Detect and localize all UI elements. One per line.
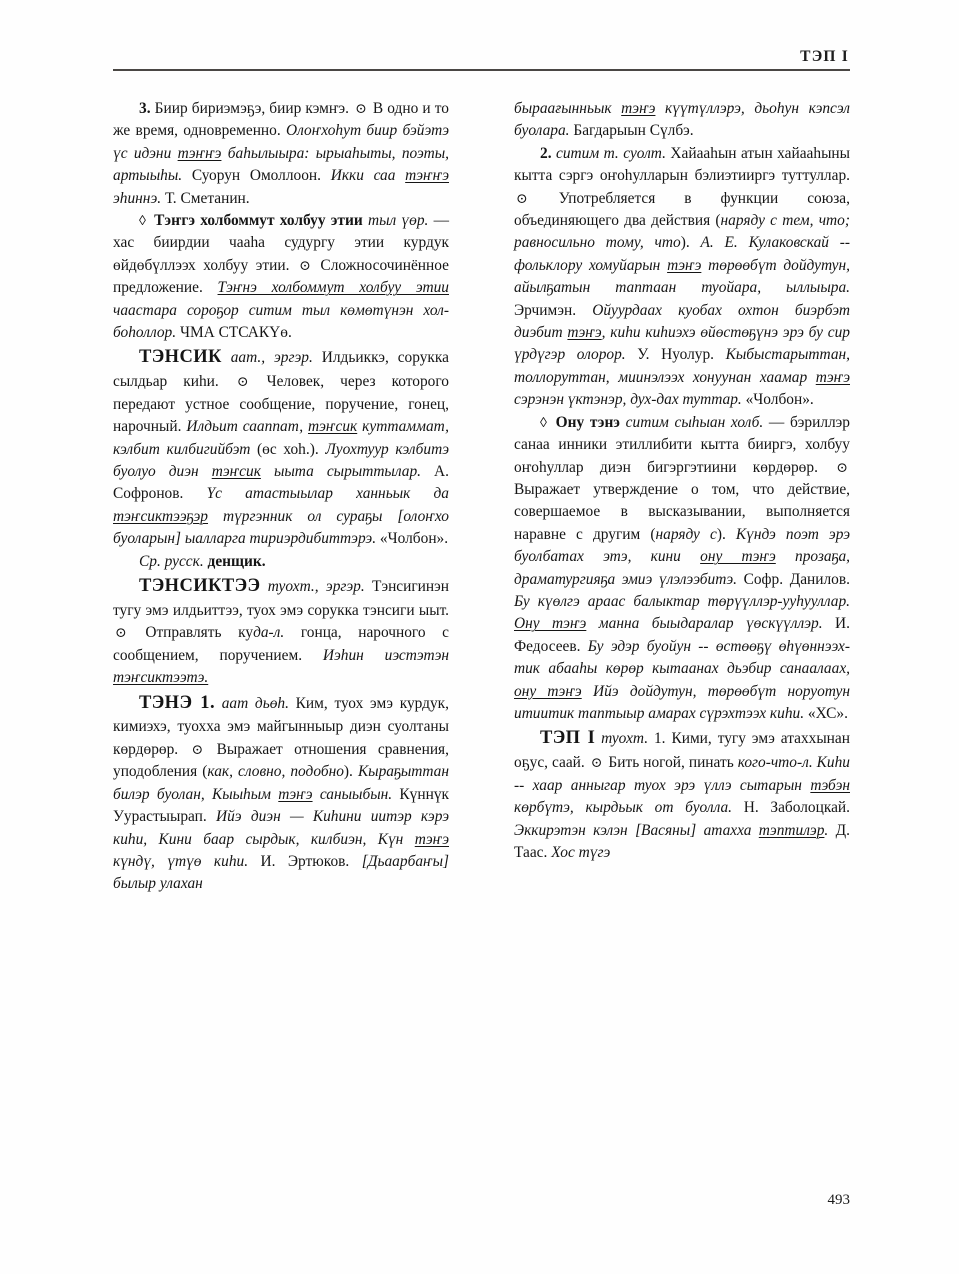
example-text: . <box>824 821 829 839</box>
example-text: Ийэ дойдутун, төрөөбүт норуотун итиитик таптыыр амарах сүрэхтээх киһи. <box>514 682 850 722</box>
example-text: Кыбыстарыттан, толлоруттан, миинэлээх хонуунан хаамар <box>514 346 850 386</box>
example-text: Хос түгэ <box>551 843 611 861</box>
headword: ТЭНСИК <box>139 347 222 368</box>
example-text: куттаммат, кэлбит килбигийбэт <box>113 418 449 458</box>
example-text: Бу эдэр буойун -- өстөөҕү өһүөннээхтик абааһы көрөр кытаанах дьэбир санаалаах, <box>514 637 850 678</box>
text-run: «Чолбон». <box>376 530 449 548</box>
text-run: Т. Сметанин. <box>161 189 250 207</box>
text-run: «ХС». <box>804 704 848 722</box>
text-run: 1. Кими, тугу эмэ атаххынан оҕус, саай. <box>514 730 850 772</box>
cited-form: Ону тэҥэ <box>514 615 587 633</box>
cited-form: тэҥсиктээҕэр <box>113 507 209 525</box>
sense-marker-icon: ⊙ <box>836 460 848 476</box>
emphasis-text: Ону тэнэ <box>549 413 626 431</box>
example-text: Киһи -- хаар анныгар туох эрэ үллэ сытарын <box>514 754 850 794</box>
text-run: (өс хоһ.). <box>250 440 326 458</box>
example-text: А. Е. Кулаковскай -- фольклору хомуйарын <box>514 234 851 274</box>
example-text: Икки саа <box>330 167 406 185</box>
cited-form: тэбэн <box>810 776 850 794</box>
text-run: ЧМА СТСАКҮө. <box>176 324 292 342</box>
example-text: туохт., эргэр. <box>260 578 365 596</box>
headword: ТЭНСИКТЭЭ <box>139 576 261 597</box>
example-text: Бу күөлгэ араас балыктар төрүүллэр-ууһууллар. <box>514 592 850 610</box>
example-text: аат дьөһ. <box>214 694 289 712</box>
example-text: Иэһин иэстэтэн <box>322 646 449 664</box>
example-text: тыл үөр. <box>367 212 429 230</box>
example-text: быраағынньык <box>514 100 622 117</box>
example-text: ситим т. суолт. <box>556 144 666 162</box>
dictionary-entry <box>113 573 449 690</box>
dictionary-continuation <box>514 98 850 143</box>
text-run: Человек, через которого передают устное сообщение, поручение, гонец, нарочный. <box>113 373 449 436</box>
cited-form: тэҥэ <box>278 785 313 803</box>
text-run: ). <box>343 763 358 781</box>
example-text: [Дьаарбаҥы] <box>361 852 449 870</box>
dictionary-entry <box>514 725 850 864</box>
dictionary-phrase <box>514 412 850 726</box>
cited-form: тэҥэ <box>815 368 850 386</box>
dictionary-compare <box>113 551 449 573</box>
example-text: ситим сыһыан холб. <box>625 413 764 431</box>
sense-marker-icon: ⊙ <box>299 258 311 274</box>
dictionary-phrase <box>113 210 449 344</box>
example-text: манна быыдаралар үөскүүллэр. <box>586 615 823 633</box>
example-text: ыыта сырыттылар. <box>260 463 421 480</box>
text-run: Употребляется в функции союза, объединяющего два действия ( <box>514 189 850 230</box>
text-run: «Чолбон». <box>741 391 814 409</box>
cited-form: тэҥҥэ <box>177 144 222 162</box>
emphasis-text: Тэҥгэ холбоммут холбуу этии <box>148 212 368 230</box>
dictionary-entry <box>113 690 449 896</box>
example-text: саныыбын. <box>312 785 393 803</box>
text-run: Тэнсигинэн тугу эмэ илдьиттээ, туох эмэ сорукка тэнсиги ыыт. <box>113 578 449 619</box>
example-text: сэрэнэн үктэнэр, дух-дах туттар. <box>514 391 742 409</box>
text-run: ). <box>716 525 736 543</box>
example-text: туохт. <box>595 730 649 748</box>
example-text: көрбүтэ, кырдьык от буолла. <box>514 799 733 817</box>
headword: ТЭП I <box>540 728 596 749</box>
text-run: Күннүк Уурастыырап. <box>113 785 450 826</box>
text-run: В одно и то же время, одновременно. <box>113 100 450 140</box>
text-run: Выражает утверждение о том, что действие, совершаемое в высказывании, выполняется наравне с другим ( <box>514 480 850 543</box>
example-text: Ср. русск. <box>139 552 208 570</box>
text-run: Илдьиккэ, сорукка сылдьар киһи. <box>113 349 449 391</box>
example-text: кого-что-л. <box>737 754 813 772</box>
text-run: — бэриллэр санаа инники этиллибити кытта бииргэ, холбуу оҥоһуллар диэн бигэргэтиини көрдөрөр. <box>514 413 850 476</box>
phrase-marker-icon: ◊ <box>540 415 547 431</box>
text-run: Биир бириэмэҕэ, биир кэмҥэ. <box>154 100 354 117</box>
text-run: Софр. Данилов. <box>736 570 850 588</box>
dictionary-sense <box>514 143 850 412</box>
sense-marker-icon: ⊙ <box>355 102 367 117</box>
cited-form: тэҥсик <box>211 463 261 480</box>
example-text: чаастара сороҕор ситим тыл көмөтүнэн холбоһоллор. <box>113 301 449 342</box>
dictionary-sense <box>113 98 449 210</box>
example-text: төрөөбүт дойдутун, айылҕатын таптаан туойара, ыллыыра. <box>514 256 850 297</box>
example-text: Олоҥхоһут биир бэйэтэ үс идэни <box>113 122 449 162</box>
cited-form: ону тэҥэ <box>700 548 776 566</box>
sense-marker-icon: ⊙ <box>590 756 603 772</box>
example-text: как, словно, подобно <box>207 763 344 781</box>
emphasis-text: денщик. <box>207 552 266 570</box>
text-run: Бить ногой, пинать <box>604 754 738 772</box>
example-text: наряду с <box>655 525 717 543</box>
example-text: түргэнник ол сураҕы [олоҥхо буоларын] ыалларга тириэрдибиттэрэ. <box>113 507 449 548</box>
example-text: күүтүллэрэ, дьоһун кэпсэл буолара. <box>514 100 850 140</box>
example-text: Ойуурдаах куобах охтон биэрбэт диэбит <box>514 301 850 342</box>
text-run: — хас биирдии чааһа судургу этии курдук өйдөбүллээх холбуу этии. <box>113 212 449 274</box>
cited-form: тэҥсик <box>308 418 358 436</box>
text-run: Суорун Омоллоон. <box>182 167 331 185</box>
text-run: гонца, нарочного с сообщением, поручением. <box>113 624 449 664</box>
headword: ТЭНЭ 1. <box>139 692 215 713</box>
page-header <box>113 48 850 71</box>
text-columns <box>113 98 850 1168</box>
emphasis-text: 2. <box>540 144 556 162</box>
column-left <box>113 98 449 1168</box>
text-run: А. Софронов. <box>113 463 450 503</box>
cited-form: тэҥэ <box>621 100 656 117</box>
cited-form: тэҥэ <box>414 830 449 848</box>
example-text: аат., эргэр. <box>221 349 313 367</box>
example-text: Илдьит сааппат, <box>186 418 309 436</box>
cited-form: тэптилэр <box>758 821 825 839</box>
cited-form: тэҥэ <box>567 324 602 342</box>
example-text: былыр улахан <box>113 875 203 893</box>
example-text: Эккирэтэн кэлэн [Васяны] атахха <box>514 821 759 839</box>
text-run: Н. Заболоцкай. <box>732 799 850 817</box>
text-run: Д. Таас. <box>514 821 850 861</box>
example-text: баһылыыра: ырыаһыты, поэты, артыыһы. <box>113 144 449 185</box>
text-run: Ким, туох эмэ курдук, кимиэхэ, туохха эмэ майгынныыр диэн суолтаны көрдөрөр. <box>113 694 449 758</box>
example-text: эһиннэ. <box>113 189 162 207</box>
emphasis-text: 3. <box>139 100 155 117</box>
sense-marker-icon: ⊙ <box>191 742 204 758</box>
example-text: күндү, үтүө киһи. <box>113 852 249 870</box>
cited-form: Тэҥнэ холбоммут холбуу этии <box>217 279 449 297</box>
example-text: да-л. <box>253 624 285 642</box>
text-run: И. Федосеев. <box>514 615 851 655</box>
sense-marker-icon: ⊙ <box>236 375 249 391</box>
text-run: ). <box>680 234 701 252</box>
text-run: И. Эртюков. <box>248 852 362 870</box>
example-text: прозаҕа, драматургияҕа эмиэ үлэлээбитэ. <box>514 548 850 588</box>
text-run: Багдарыын Сүлбэ. <box>569 122 694 140</box>
example-text: , киһи киһиэхэ өйөстөҕүнэ эрэ бу сир үрдүгэр олорор. <box>514 324 851 364</box>
text-run: Хайааһын атын хайааһыны кытта сэргэ оҥоһулларын бэлиэтииргэ туттуллар. <box>514 144 851 185</box>
cited-form: тэҥэ <box>667 256 702 274</box>
example-text: Луохтуур кэлбитэ буолуо диэн <box>113 440 449 480</box>
text-run: Эрчимэн. <box>514 301 593 319</box>
text-run: Отправлять ку <box>128 624 254 642</box>
cited-form: тэҥҥэ <box>405 167 449 185</box>
page-number: 493 <box>827 1192 850 1208</box>
phrase-marker-icon: ◊ <box>139 214 146 230</box>
example-text: Үс атастыылар ханньык да <box>206 485 449 503</box>
text-run: У. Нуолур. <box>625 346 726 364</box>
example-text: наряду с тем, что; равносильно тому, что <box>514 212 850 252</box>
column-right <box>514 98 850 1168</box>
text-run: Выражает отношения сравнения, уподобления ( <box>113 740 449 781</box>
sense-marker-icon: ⊙ <box>516 191 528 207</box>
text-run: Сложносочинённое предложение. <box>113 256 449 297</box>
header-rule <box>113 69 850 71</box>
dictionary-entry <box>113 344 449 550</box>
sense-marker-icon: ⊙ <box>115 626 127 642</box>
example-text: Ийэ диэн — Киһини иитэр кэрэ киһи, Кини баар сырдык, килбиэн, Күн <box>113 808 449 848</box>
running-head: ТЭП I <box>800 48 849 65</box>
cited-form: ону тэҥэ <box>514 682 582 700</box>
example-text: Күндэ поэт эрэ буолбатах этэ, кини <box>514 525 850 566</box>
cited-form: тэҥсиктээтэ. <box>113 669 209 687</box>
example-text: Кыраҕыттан билэр буолан, Кыыһым <box>113 763 449 803</box>
